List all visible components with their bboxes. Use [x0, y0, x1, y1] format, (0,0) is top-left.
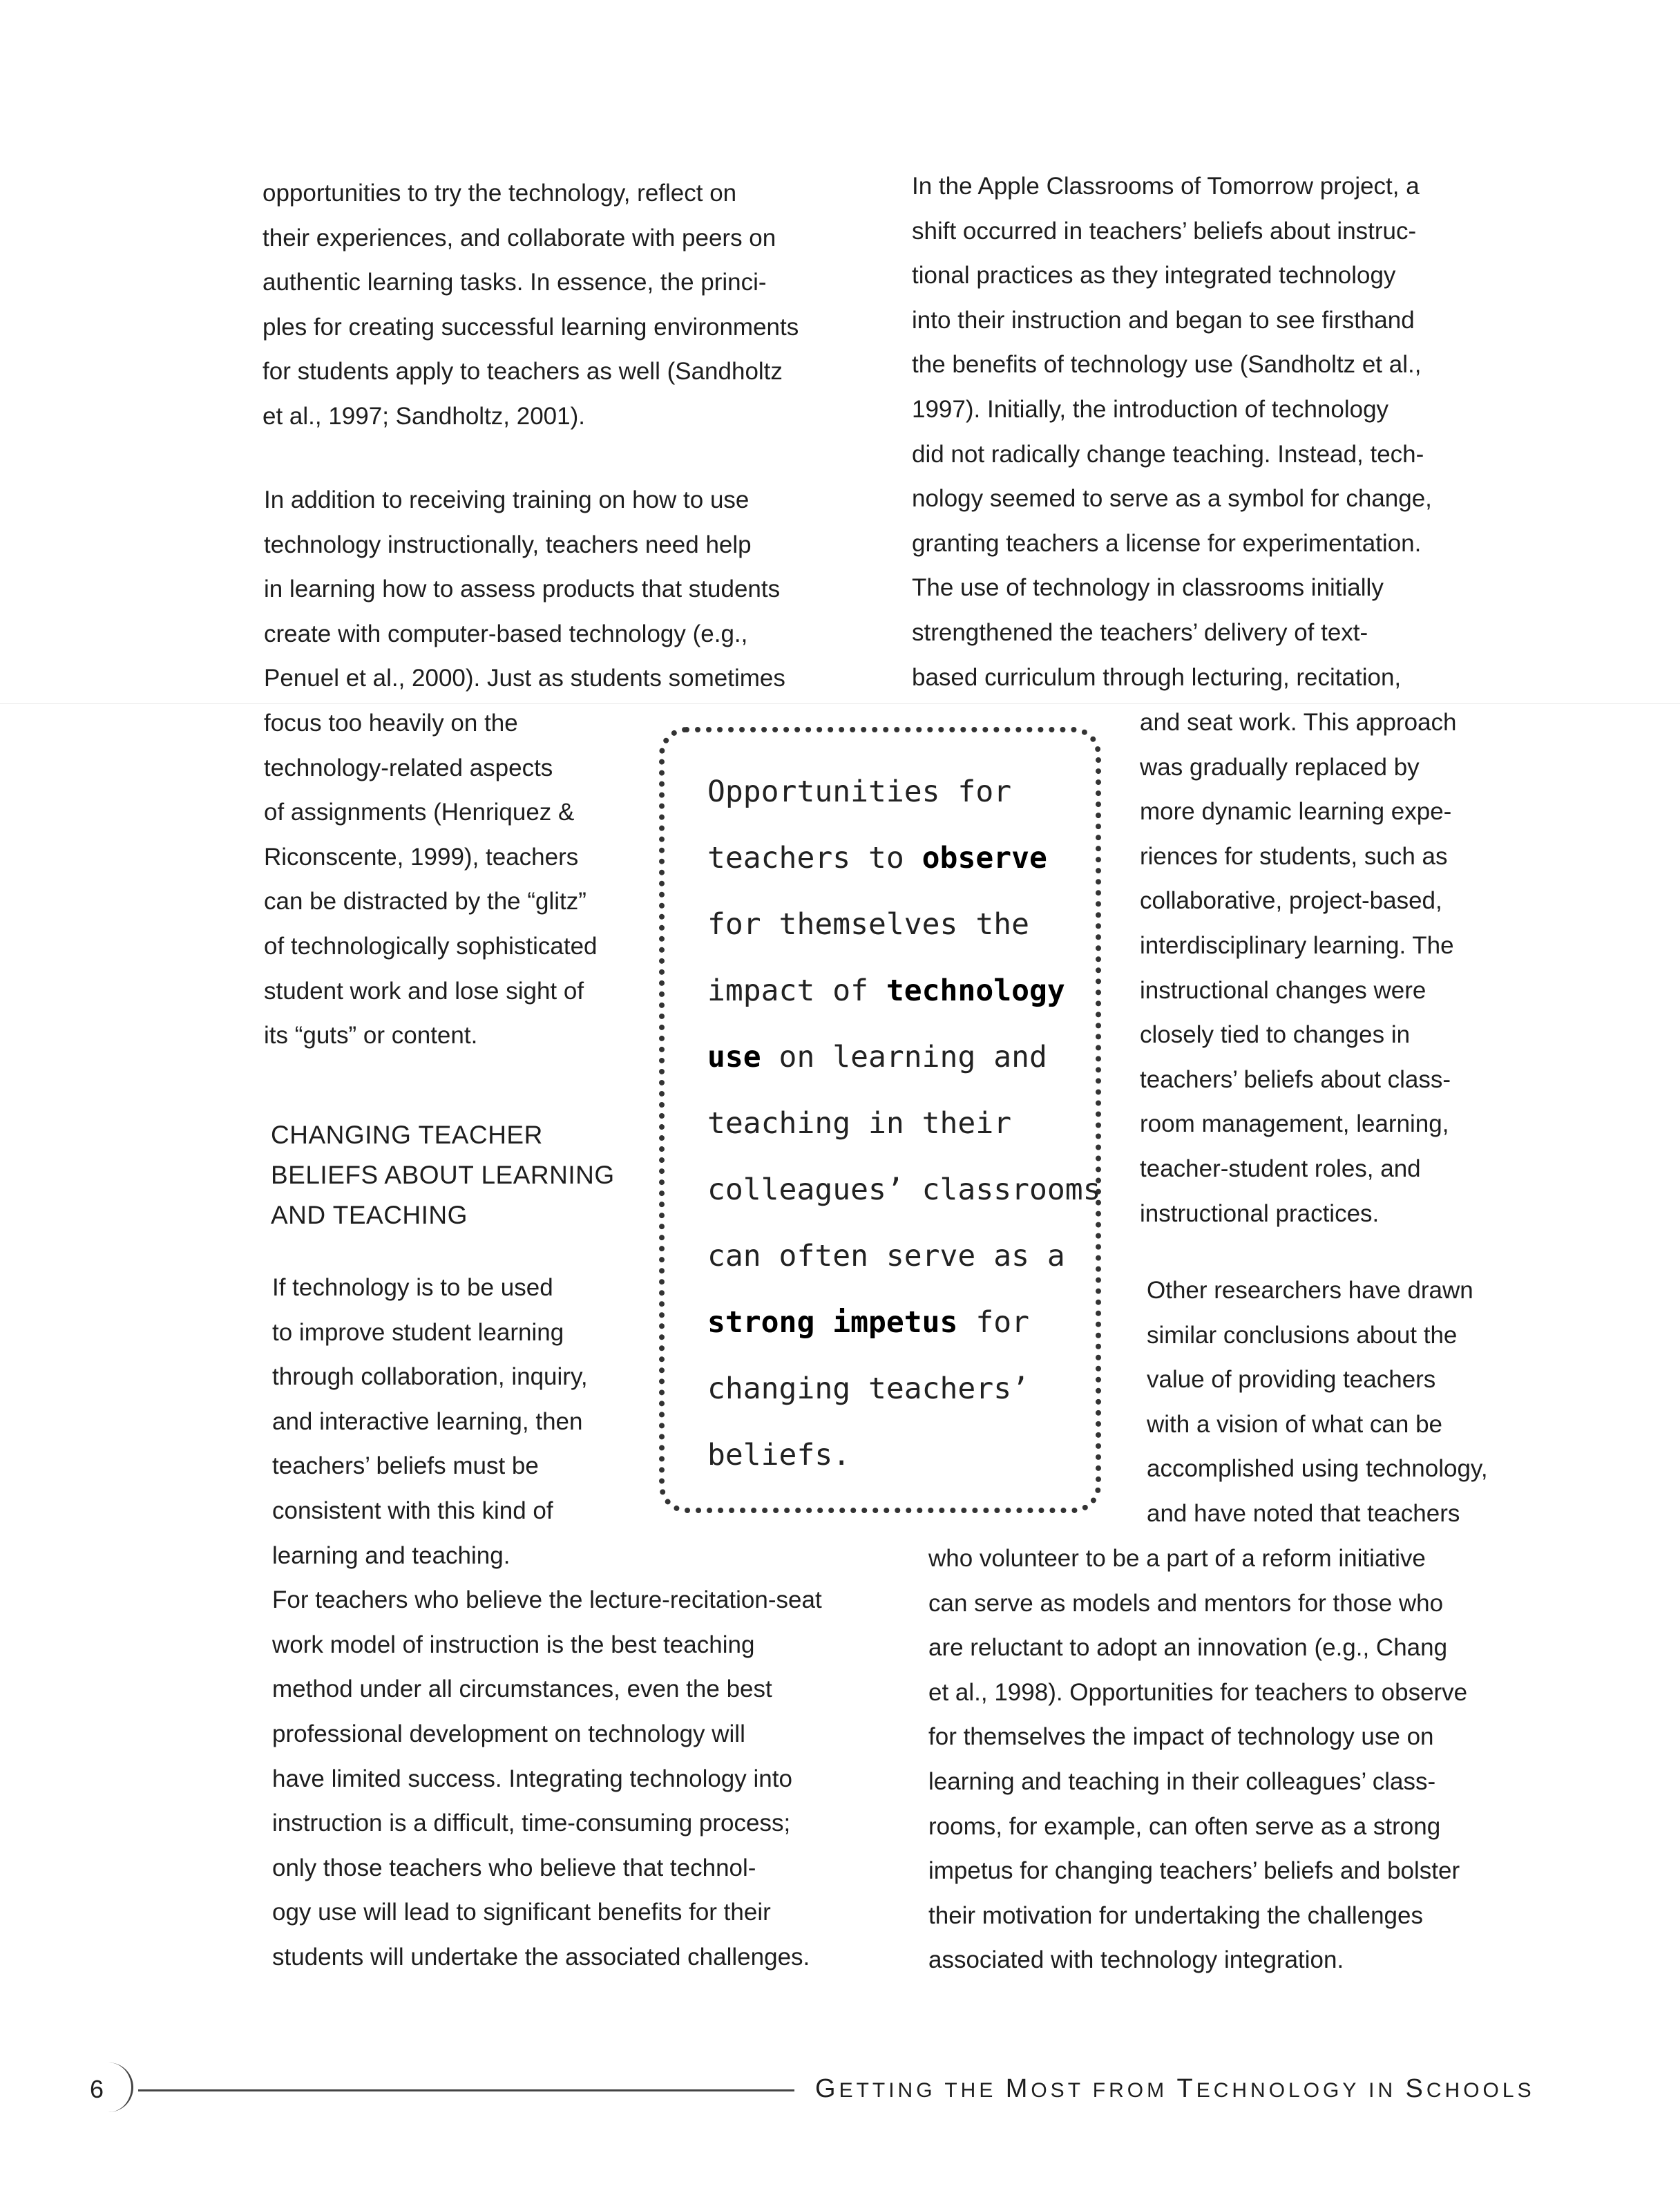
text-line: collaborative, project-based,	[1140, 887, 1442, 915]
text-line: granting teachers a license for experimentation.	[912, 529, 1422, 557]
title-cap: M	[1005, 2074, 1031, 2103]
text-line: based curriculum through lecturing, recitation,	[912, 663, 1402, 691]
title-smallcaps: ETTING THE	[839, 2079, 1006, 2102]
text-line: room management, learning,	[1140, 1110, 1449, 1138]
text-line: did not radically change teaching. Instead, tech-	[912, 440, 1424, 468]
text-line: are reluctant to adopt an innovation (e.g., Chang	[928, 1634, 1448, 1662]
quote-emphasis: use	[707, 1040, 761, 1074]
text-line: learning and teaching.	[272, 1541, 510, 1569]
title-smallcaps: ECHNOLOGY IN	[1196, 2079, 1406, 2102]
text-line: instruction is a difficult, time-consuming process;	[272, 1810, 791, 1837]
text-line: student work and lose sight of	[264, 977, 584, 1005]
text-line: similar conclusions about the	[1147, 1321, 1458, 1349]
text-line: nology seemed to serve as a symbol for change,	[912, 485, 1432, 513]
quote-line: teaching in their	[707, 1106, 1012, 1141]
text-line: and have noted that teachers	[1147, 1499, 1460, 1527]
text-line: interdisciplinary learning. The	[1140, 931, 1454, 959]
text-line: more dynamic learning expe-	[1140, 798, 1452, 826]
text-line: in learning how to assess products that students	[264, 576, 781, 603]
text-line: to improve student learning	[272, 1318, 564, 1346]
right-para-2-wrap	[928, 1537, 1467, 1983]
section-heading	[271, 1115, 615, 1235]
text-line: learning and teaching in their colleagues’ class-	[928, 1767, 1436, 1795]
text-line: its “guts” or content.	[264, 1022, 478, 1050]
quote-line	[707, 958, 1094, 1024]
title-cap: G	[815, 2074, 839, 2103]
text-line: technology instructionally, teachers need help	[264, 531, 752, 558]
quote-text: on learning and	[761, 1040, 1047, 1074]
text-line: method under all circumstances, even the best	[272, 1676, 772, 1703]
text-line: was gradually replaced by	[1140, 753, 1420, 781]
text-line: For teachers who believe the lecture-recitation-seat	[272, 1586, 822, 1614]
text-line: riences for students, such as	[1140, 842, 1448, 870]
quote-line	[707, 825, 1094, 891]
page-number-bracket	[104, 2062, 133, 2112]
text-line: for themselves the impact of technology use on	[928, 1723, 1434, 1751]
title-smallcaps: OST FROM	[1031, 2079, 1177, 2102]
text-line: tional practices as they integrated technology	[912, 262, 1396, 290]
text-line: In addition to receiving training on how to use	[264, 486, 750, 513]
text-line: et al., 1998). Opportunities for teachers to observe	[928, 1678, 1468, 1706]
text-line: value of providing teachers	[1147, 1366, 1436, 1394]
text-line: 1997). Initially, the introduction of technology	[912, 395, 1389, 423]
text-line: accomplished using technology,	[1147, 1455, 1488, 1483]
text-line: strengthened the teachers’ delivery of text-	[912, 618, 1368, 646]
text-line: teacher-student roles, and	[1140, 1155, 1421, 1182]
text-line: Riconscente, 1999), teachers	[264, 843, 579, 871]
text-line: only those teachers who believe that technol-	[272, 1854, 756, 1881]
text-line: their motivation for undertaking the challenges	[928, 1901, 1423, 1929]
text-line: work model of instruction is the best teaching	[272, 1631, 755, 1658]
quote-text: impact of	[707, 974, 886, 1008]
text-line: create with computer-based technology (e.g.,	[264, 620, 748, 647]
right-para-1	[912, 164, 1432, 700]
text-line: authentic learning tasks. In essence, the princi-	[262, 269, 767, 296]
text-line: If technology is to be used	[272, 1274, 553, 1301]
text-line: who volunteer to be a part of a reform initiative	[928, 1545, 1426, 1572]
quote-line: changing teachers’	[707, 1372, 1029, 1406]
text-line: ogy use will lead to significant benefits for their	[272, 1899, 771, 1926]
text-line: technology-related aspects	[264, 754, 553, 781]
pull-quote-text	[707, 759, 1101, 1488]
right-para-2	[1147, 1269, 1488, 1537]
text-line: for students apply to teachers as well (Sandholtz	[262, 358, 783, 386]
text-line: of technologically sophisticated	[264, 932, 598, 960]
text-line: and seat work. This approach	[1140, 709, 1457, 736]
text-line: opportunities to try the technology, reflect on	[262, 180, 737, 207]
text-line: Other researchers have drawn	[1147, 1277, 1473, 1304]
text-line: Penuel et al., 2000). Just as students sometimes	[264, 665, 785, 692]
text-line: and interactive learning, then	[272, 1407, 583, 1435]
quote-text: teachers to	[707, 841, 922, 875]
quote-line	[707, 1024, 1094, 1090]
text-line: teachers’ beliefs about class-	[1140, 1065, 1451, 1093]
quote-emphasis: strong impetus	[707, 1305, 958, 1340]
running-title	[815, 2074, 1535, 2104]
heading-line: CHANGING TEACHER	[271, 1121, 543, 1149]
quote-line: for themselves the	[707, 907, 1029, 942]
text-line: have limited success. Integrating technology into	[272, 1765, 792, 1792]
text-line: their experiences, and collaborate with peers on	[262, 224, 776, 252]
text-line: closely tied to changes in	[1140, 1021, 1411, 1049]
text-line: can be distracted by the “glitz”	[264, 888, 586, 915]
text-line: instructional changes were	[1140, 976, 1426, 1004]
text-line: associated with technology integration.	[928, 1946, 1344, 1974]
quote-line	[707, 1289, 1094, 1356]
text-line: consistent with this kind of	[272, 1497, 553, 1524]
quote-text: for	[957, 1305, 1029, 1340]
text-line: into their instruction and began to see firsthand	[912, 306, 1415, 334]
quote-emphasis: technology	[886, 974, 1065, 1008]
text-line: rooms, for example, can often serve as a strong	[928, 1812, 1441, 1840]
left-para-1	[262, 171, 799, 439]
quote-line: beliefs.	[707, 1438, 851, 1472]
text-line: ples for creating successful learning environments	[262, 313, 799, 341]
text-line: In the Apple Classrooms of Tomorrow project, a	[912, 173, 1420, 200]
page-number: 6	[90, 2075, 104, 2103]
quote-line: colleagues’ classrooms	[707, 1173, 1101, 1207]
text-line: teachers’ beliefs must be	[272, 1452, 539, 1480]
footer-rule	[138, 2089, 794, 2091]
quote-line: Opportunities for	[707, 775, 1012, 809]
text-line: students will undertake the associated challenges.	[272, 1943, 810, 1971]
text-line: shift occurred in teachers’ beliefs about instruc-	[912, 217, 1417, 245]
text-line: can serve as models and mentors for those who	[928, 1589, 1444, 1617]
text-line: instructional practices.	[1140, 1199, 1380, 1227]
right-para-1-wrap	[1140, 701, 1457, 1236]
quote-emphasis: observe	[922, 841, 1047, 875]
title-cap: S	[1405, 2074, 1426, 2103]
text-line: through collaboration, inquiry,	[272, 1363, 588, 1391]
text-line: et al., 1997; Sandholtz, 2001).	[262, 402, 585, 430]
text-line: impetus for changing teachers’ beliefs and bolster	[928, 1857, 1460, 1885]
heading-line: BELIEFS ABOUT LEARNING	[271, 1161, 615, 1189]
text-line: with a vision of what can be	[1147, 1410, 1443, 1438]
heading-line: AND TEACHING	[271, 1201, 468, 1229]
text-line: focus too heavily on the	[264, 709, 518, 737]
text-line: The use of technology in classrooms initially	[912, 574, 1384, 602]
quote-line: can often serve as a	[707, 1239, 1065, 1273]
title-cap: T	[1176, 2074, 1196, 2103]
title-smallcaps: CHOOLS	[1426, 2079, 1535, 2102]
text-line: the benefits of technology use (Sandholtz et al.,	[912, 351, 1422, 379]
text-line: of assignments (Henriquez &	[264, 799, 575, 826]
text-line: professional development on technology will	[272, 1720, 745, 1747]
